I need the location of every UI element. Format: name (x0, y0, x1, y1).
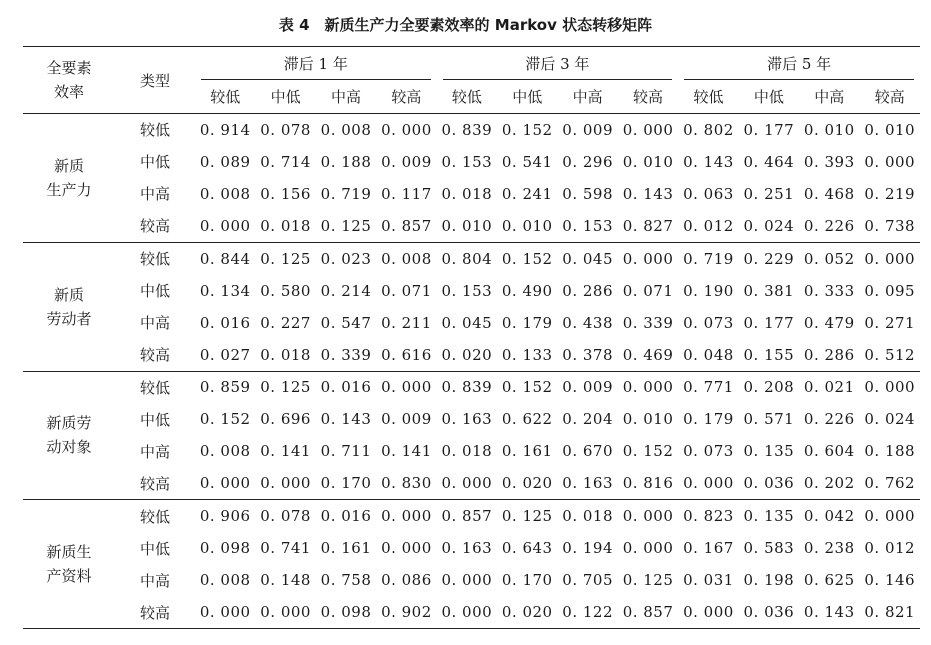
transition-probability-cell: 0. 045 (441, 313, 493, 332)
transition-probability-cell: 0. 125 (622, 571, 674, 590)
transition-probability-cell: 0. 163 (562, 474, 613, 493)
transition-probability-cell: 0. 008 (316, 114, 376, 146)
transition-probability-cell: 0. 830 (381, 474, 432, 493)
transition-probability-cell: 0. 010 (799, 114, 859, 146)
transition-probability-cell: 0. 036 (739, 596, 799, 628)
row-type-label: 中高 (139, 314, 170, 333)
table-row (23, 274, 920, 306)
table-row (23, 178, 920, 210)
group-column-header (23, 47, 115, 114)
transition-probability-cell: 0. 771 (678, 371, 738, 403)
transition-probability-cell: 0. 156 (260, 184, 311, 203)
transition-probability-cell: 0. 902 (376, 596, 436, 628)
transition-probability-cell: 0. 009 (557, 371, 617, 403)
transition-probability-cell: 0. 844 (195, 242, 255, 274)
transition-probability-cell: 0. 024 (864, 410, 916, 429)
transition-probability-cell: 0. 616 (381, 345, 432, 364)
group-column-header-line2: 效率 (53, 83, 84, 101)
transition-probability-cell: 0. 117 (381, 184, 432, 203)
transition-probability-cell: 0. 089 (199, 152, 251, 171)
transition-probability-cell: 0. 143 (799, 596, 859, 628)
transition-probability-cell: 0. 438 (562, 313, 613, 332)
transition-probability-cell: 0. 027 (199, 345, 251, 364)
table-row (23, 435, 920, 467)
transition-probability-cell: 0. 008 (199, 442, 251, 461)
transition-probability-cell: 0. 163 (441, 410, 493, 429)
transition-probability-cell: 0. 214 (320, 281, 372, 300)
transition-probability-cell: 0. 016 (316, 500, 376, 532)
lag-1-header: 滞后 1 年 (195, 47, 437, 80)
transition-probability-cell: 0. 541 (501, 152, 553, 171)
transition-probability-cell: 0. 042 (799, 500, 859, 532)
transition-probability-cell: 0. 000 (859, 500, 920, 532)
transition-probability-cell: 0. 134 (199, 281, 251, 300)
transition-probability-cell: 0. 036 (743, 474, 795, 493)
transition-probability-cell: 0. 071 (622, 281, 674, 300)
transition-probability-cell: 0. 163 (441, 539, 493, 558)
transition-probability-cell: 0. 188 (864, 442, 916, 461)
markov-transition-table (23, 46, 920, 629)
transition-probability-cell: 0. 031 (683, 571, 734, 590)
transition-probability-cell: 0. 010 (501, 216, 553, 235)
transition-probability-cell: 0. 190 (683, 281, 734, 300)
transition-probability-cell: 0. 714 (260, 152, 311, 171)
transition-probability-cell: 0. 153 (441, 281, 493, 300)
table-row (23, 371, 920, 403)
transition-probability-cell: 0. 000 (376, 500, 436, 532)
transition-probability-cell: 0. 238 (803, 539, 855, 558)
group-label (23, 242, 115, 371)
transition-probability-cell: 0. 479 (803, 313, 855, 332)
transition-probability-cell: 0. 622 (501, 410, 553, 429)
transition-probability-cell: 0. 020 (497, 596, 557, 628)
transition-probability-cell: 0. 229 (739, 242, 799, 274)
transition-probability-cell: 0. 670 (562, 442, 613, 461)
row-type-label: 较低 (115, 371, 195, 403)
transition-probability-cell: 0. 021 (799, 371, 859, 403)
row-type-label: 较低 (115, 114, 195, 146)
transition-probability-cell: 0. 170 (320, 474, 372, 493)
group-label-line: 产资料 (46, 567, 92, 586)
transition-probability-cell: 0. 859 (195, 371, 255, 403)
transition-probability-cell: 0. 857 (618, 596, 678, 628)
row-type-label: 较高 (115, 596, 195, 628)
transition-probability-cell: 0. 009 (557, 114, 617, 146)
transition-probability-cell: 0. 625 (803, 571, 855, 590)
transition-probability-cell: 0. 098 (316, 596, 376, 628)
transition-probability-cell: 0. 000 (199, 216, 251, 235)
transition-probability-cell: 0. 580 (260, 281, 311, 300)
transition-probability-cell: 0. 219 (864, 184, 916, 203)
transition-probability-cell: 0. 000 (376, 114, 436, 146)
transition-probability-cell: 0. 012 (683, 216, 734, 235)
lag-3-header: 滞后 3 年 (437, 47, 679, 80)
row-type-label: 中低 (139, 282, 170, 301)
transition-probability-cell: 0. 823 (678, 500, 738, 532)
transition-probability-cell: 0. 020 (501, 474, 553, 493)
transition-probability-cell: 0. 153 (562, 216, 613, 235)
transition-probability-cell: 0. 339 (320, 345, 372, 364)
transition-probability-cell: 0. 095 (864, 281, 916, 300)
transition-probability-cell: 0. 125 (320, 216, 372, 235)
transition-probability-cell: 0. 211 (381, 313, 432, 332)
transition-probability-cell: 0. 048 (683, 345, 734, 364)
transition-probability-cell: 0. 000 (864, 152, 916, 171)
table-body (23, 114, 920, 629)
transition-probability-cell: 0. 024 (743, 216, 795, 235)
transition-probability-cell: 0. 000 (376, 371, 436, 403)
group-label (23, 371, 115, 500)
group-label (23, 500, 115, 629)
transition-probability-cell: 0. 802 (678, 114, 738, 146)
transition-probability-cell: 0. 086 (381, 571, 432, 590)
row-type-label: 中高 (139, 185, 170, 204)
transition-probability-cell: 0. 738 (864, 216, 916, 235)
table-row (23, 500, 920, 532)
group-label-line: 动对象 (46, 438, 92, 457)
transition-probability-cell: 0. 000 (255, 596, 315, 628)
transition-probability-cell: 0. 000 (678, 596, 738, 628)
transition-probability-cell: 0. 381 (743, 281, 795, 300)
transition-probability-cell: 0. 512 (864, 345, 916, 364)
transition-probability-cell: 0. 000 (859, 371, 920, 403)
transition-probability-cell: 0. 143 (683, 152, 734, 171)
group-label-line: 生产力 (46, 180, 92, 199)
row-type-label: 较低 (115, 500, 195, 532)
transition-probability-cell: 0. 133 (501, 345, 553, 364)
transition-probability-cell: 0. 010 (622, 152, 674, 171)
transition-probability-cell: 0. 464 (743, 152, 795, 171)
state-header-lag5-1: 中低 (753, 87, 784, 106)
transition-probability-cell: 0. 016 (316, 371, 376, 403)
transition-probability-cell: 0. 152 (497, 114, 557, 146)
transition-probability-cell: 0. 008 (199, 571, 251, 590)
transition-probability-cell: 0. 009 (381, 410, 432, 429)
transition-probability-cell: 0. 719 (678, 242, 738, 274)
transition-probability-cell: 0. 000 (441, 474, 493, 493)
transition-probability-cell: 0. 063 (683, 184, 734, 203)
transition-probability-cell: 0. 241 (501, 184, 553, 203)
transition-probability-cell: 0. 490 (501, 281, 553, 300)
transition-probability-cell: 0. 857 (437, 500, 497, 532)
row-type-label: 中低 (139, 410, 170, 429)
transition-probability-cell: 0. 547 (320, 313, 372, 332)
transition-probability-cell: 0. 696 (260, 410, 311, 429)
table-row (23, 596, 920, 628)
row-type-label: 中高 (139, 571, 170, 590)
transition-probability-cell: 0. 204 (562, 410, 613, 429)
group-column-header-line1: 全要素 (46, 59, 92, 77)
state-header-lag5-0: 较低 (693, 87, 724, 106)
transition-probability-cell: 0. 202 (803, 474, 855, 493)
transition-probability-cell: 0. 000 (622, 539, 674, 558)
transition-probability-cell: 0. 914 (195, 114, 255, 146)
transition-probability-cell: 0. 271 (864, 313, 916, 332)
state-header-lag1-0: 较低 (210, 87, 241, 106)
transition-probability-cell: 0. 146 (864, 571, 916, 590)
row-type-label: 中低 (139, 539, 170, 558)
transition-probability-cell: 0. 152 (622, 442, 674, 461)
state-header-lag5-3: 较高 (874, 87, 905, 106)
transition-probability-cell: 0. 821 (859, 596, 920, 628)
transition-probability-cell: 0. 078 (255, 114, 315, 146)
transition-probability-cell: 0. 073 (683, 313, 734, 332)
transition-probability-cell: 0. 010 (859, 114, 920, 146)
transition-probability-cell: 0. 078 (255, 500, 315, 532)
table-row (23, 564, 920, 596)
table-row (23, 468, 920, 500)
table-row (23, 532, 920, 564)
transition-probability-cell: 0. 469 (622, 345, 674, 364)
transition-probability-cell: 0. 000 (437, 596, 497, 628)
transition-probability-cell: 0. 000 (199, 474, 251, 493)
transition-probability-cell: 0. 073 (683, 442, 734, 461)
transition-probability-cell: 0. 227 (260, 313, 311, 332)
transition-probability-cell: 0. 286 (562, 281, 613, 300)
transition-probability-cell: 0. 468 (803, 184, 855, 203)
transition-probability-cell: 0. 167 (683, 539, 734, 558)
transition-probability-cell: 0. 018 (260, 345, 311, 364)
state-header-lag1-3: 较高 (391, 87, 422, 106)
row-type-label: 较低 (115, 242, 195, 274)
transition-probability-cell: 0. 148 (260, 571, 311, 590)
state-header-lag1-2: 中高 (331, 87, 362, 106)
transition-probability-cell: 0. 719 (320, 184, 372, 203)
transition-probability-cell: 0. 378 (562, 345, 613, 364)
transition-probability-cell: 0. 604 (803, 442, 855, 461)
table-row (23, 114, 920, 146)
table-caption: 表 4 新质生产力全要素效率的 Markov 状态转移矩阵 (278, 16, 653, 34)
transition-probability-cell: 0. 000 (441, 571, 493, 590)
transition-probability-cell: 0. 571 (743, 410, 795, 429)
transition-probability-cell: 0. 296 (562, 152, 613, 171)
transition-probability-cell: 0. 816 (622, 474, 674, 493)
transition-probability-cell: 0. 741 (260, 539, 311, 558)
transition-probability-cell: 0. 010 (441, 216, 493, 235)
transition-probability-cell: 0. 009 (381, 152, 432, 171)
transition-probability-cell: 0. 177 (739, 114, 799, 146)
group-label-line: 新质劳 (46, 414, 92, 433)
state-header-lag3-2: 中高 (572, 87, 603, 106)
transition-probability-cell: 0. 177 (743, 313, 795, 332)
transition-probability-cell: 0. 000 (618, 500, 678, 532)
transition-probability-cell: 0. 000 (618, 371, 678, 403)
transition-probability-cell: 0. 000 (618, 242, 678, 274)
transition-probability-cell: 0. 008 (199, 184, 251, 203)
table-row (23, 403, 920, 435)
transition-probability-cell: 0. 045 (557, 242, 617, 274)
transition-probability-cell: 0. 125 (255, 371, 315, 403)
group-label-line: 新质 (53, 156, 84, 175)
transition-probability-cell: 0. 143 (622, 184, 674, 203)
transition-probability-cell: 0. 000 (195, 596, 255, 628)
transition-probability-cell: 0. 251 (743, 184, 795, 203)
row-type-label: 较高 (139, 474, 170, 493)
transition-probability-cell: 0. 012 (864, 539, 916, 558)
transition-probability-cell: 0. 018 (260, 216, 311, 235)
transition-probability-cell: 0. 598 (562, 184, 613, 203)
lag-5-header: 滞后 5 年 (678, 47, 920, 80)
transition-probability-cell: 0. 906 (195, 500, 255, 532)
transition-probability-cell: 0. 643 (501, 539, 553, 558)
transition-probability-cell: 0. 339 (622, 313, 674, 332)
transition-probability-cell: 0. 198 (743, 571, 795, 590)
state-header-lag1-1: 中低 (270, 87, 301, 106)
transition-probability-cell: 0. 016 (199, 313, 251, 332)
transition-probability-cell: 0. 583 (743, 539, 795, 558)
transition-probability-cell: 0. 827 (622, 216, 674, 235)
transition-probability-cell: 0. 226 (803, 410, 855, 429)
transition-probability-cell: 0. 153 (441, 152, 493, 171)
transition-probability-cell: 0. 194 (562, 539, 613, 558)
transition-probability-cell: 0. 152 (497, 242, 557, 274)
transition-probability-cell: 0. 000 (683, 474, 734, 493)
transition-probability-cell: 0. 020 (441, 345, 493, 364)
transition-probability-cell: 0. 018 (441, 442, 493, 461)
transition-probability-cell: 0. 762 (864, 474, 916, 493)
state-header-lag3-0: 较低 (451, 87, 482, 106)
table-row (23, 146, 920, 178)
transition-probability-cell: 0. 018 (557, 500, 617, 532)
transition-probability-cell: 0. 143 (320, 410, 372, 429)
table-row (23, 242, 920, 274)
group-label-line: 新质 (53, 285, 84, 304)
transition-probability-cell: 0. 141 (260, 442, 311, 461)
transition-probability-cell: 0. 393 (803, 152, 855, 171)
table-row (23, 339, 920, 371)
table-row (23, 307, 920, 339)
transition-probability-cell: 0. 839 (437, 114, 497, 146)
transition-probability-cell: 0. 000 (618, 114, 678, 146)
transition-probability-cell: 0. 758 (320, 571, 372, 590)
state-header-lag3-1: 中低 (512, 87, 543, 106)
transition-probability-cell: 0. 170 (501, 571, 553, 590)
transition-probability-cell: 0. 226 (803, 216, 855, 235)
transition-probability-cell: 0. 125 (255, 242, 315, 274)
state-header-lag3-3: 较高 (633, 87, 664, 106)
transition-probability-cell: 0. 161 (501, 442, 553, 461)
row-type-label: 中高 (139, 442, 170, 461)
transition-probability-cell: 0. 152 (199, 410, 251, 429)
row-type-label: 较高 (139, 217, 170, 236)
row-type-label: 中低 (139, 153, 170, 172)
table-row (23, 210, 920, 242)
type-column-header: 类型 (115, 47, 195, 114)
transition-probability-cell: 0. 161 (320, 539, 372, 558)
transition-probability-cell: 0. 008 (376, 242, 436, 274)
transition-probability-cell: 0. 010 (622, 410, 674, 429)
transition-probability-cell: 0. 804 (437, 242, 497, 274)
transition-probability-cell: 0. 125 (497, 500, 557, 532)
transition-probability-cell: 0. 179 (683, 410, 734, 429)
transition-probability-cell: 0. 018 (441, 184, 493, 203)
transition-probability-cell: 0. 179 (501, 313, 553, 332)
transition-probability-cell: 0. 135 (743, 442, 795, 461)
row-type-label: 较高 (139, 346, 170, 365)
transition-probability-cell: 0. 000 (260, 474, 311, 493)
transition-probability-cell: 0. 839 (437, 371, 497, 403)
transition-probability-cell: 0. 857 (381, 216, 432, 235)
transition-probability-cell: 0. 135 (739, 500, 799, 532)
transition-probability-cell: 0. 141 (381, 442, 432, 461)
transition-probability-cell: 0. 071 (381, 281, 432, 300)
group-label-line: 新质生 (46, 543, 92, 562)
transition-probability-cell: 0. 208 (739, 371, 799, 403)
transition-probability-cell: 0. 188 (320, 152, 372, 171)
transition-probability-cell: 0. 000 (381, 539, 432, 558)
state-header-lag5-2: 中高 (814, 87, 845, 106)
group-label-line: 劳动者 (46, 309, 92, 328)
transition-probability-cell: 0. 711 (320, 442, 372, 461)
transition-probability-cell: 0. 155 (743, 345, 795, 364)
transition-probability-cell: 0. 333 (803, 281, 855, 300)
transition-probability-cell: 0. 000 (859, 242, 920, 274)
group-label (23, 114, 115, 243)
transition-probability-cell: 0. 152 (497, 371, 557, 403)
transition-probability-cell: 0. 286 (803, 345, 855, 364)
transition-probability-cell: 0. 122 (557, 596, 617, 628)
transition-probability-cell: 0. 098 (199, 539, 251, 558)
transition-probability-cell: 0. 023 (316, 242, 376, 274)
transition-probability-cell: 0. 052 (799, 242, 859, 274)
transition-probability-cell: 0. 705 (562, 571, 613, 590)
